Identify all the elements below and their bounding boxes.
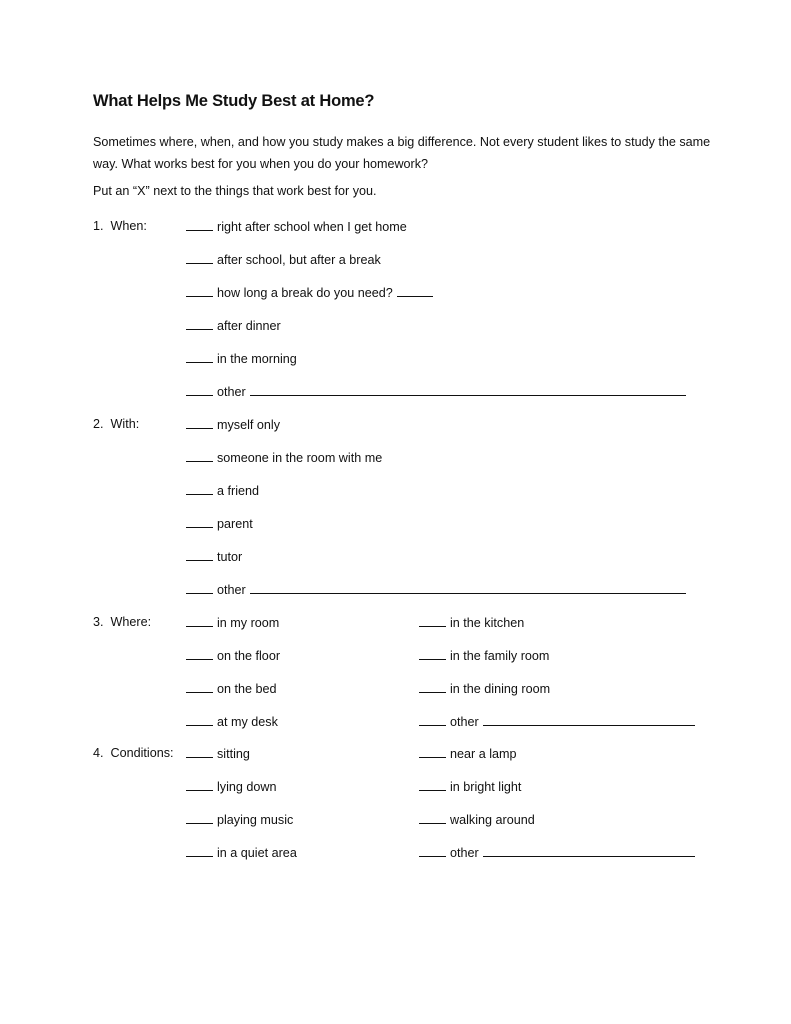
option-item bbox=[186, 416, 280, 433]
option-item bbox=[419, 680, 550, 697]
option-label: playing music bbox=[217, 813, 294, 827]
answer-blank[interactable] bbox=[186, 251, 213, 264]
instruction-text: Put an “X” next to the things that work best for you. bbox=[93, 184, 377, 198]
answer-blank[interactable] bbox=[419, 745, 446, 758]
option-label: on the floor bbox=[217, 649, 281, 663]
answer-blank[interactable] bbox=[419, 778, 446, 791]
option-item bbox=[186, 713, 278, 730]
option-item bbox=[419, 614, 524, 631]
intro-paragraph: Sometimes where, when, and how you study makes a big difference. Not every student likes to study the same way. What works best for you when you do your homework? bbox=[93, 135, 711, 171]
option-item bbox=[186, 680, 277, 697]
section-number: 3. bbox=[93, 615, 104, 629]
option-label: in my room bbox=[217, 616, 280, 630]
option-item bbox=[419, 778, 521, 795]
other-fill-line[interactable] bbox=[483, 844, 695, 857]
option-label: other bbox=[217, 583, 246, 597]
option-label: someone in the room with me bbox=[217, 451, 383, 465]
section-label: Where: bbox=[110, 615, 152, 629]
answer-blank[interactable] bbox=[186, 844, 213, 857]
option-label: a friend bbox=[217, 484, 260, 498]
option-item bbox=[186, 614, 279, 631]
option-item bbox=[186, 647, 280, 664]
option-item bbox=[186, 482, 259, 499]
answer-blank[interactable] bbox=[186, 218, 213, 231]
option-label: lying down bbox=[217, 780, 277, 794]
answer-blank[interactable] bbox=[186, 581, 213, 594]
answer-blank[interactable] bbox=[186, 548, 213, 561]
answer-blank[interactable] bbox=[186, 482, 213, 495]
other-fill-line[interactable] bbox=[483, 713, 695, 726]
option-label: on the bed bbox=[217, 682, 277, 696]
answer-blank[interactable] bbox=[186, 350, 213, 363]
section-number: 1. bbox=[93, 219, 104, 233]
option-item bbox=[186, 745, 250, 762]
option-item bbox=[419, 811, 535, 828]
option-label: in the kitchen bbox=[450, 616, 525, 630]
option-label: in a quiet area bbox=[217, 846, 297, 860]
option-label: sitting bbox=[217, 747, 250, 761]
answer-blank[interactable] bbox=[186, 647, 213, 660]
answer-blank[interactable] bbox=[186, 713, 213, 726]
section-number: 2. bbox=[93, 417, 104, 431]
answer-blank[interactable] bbox=[419, 713, 446, 726]
answer-blank[interactable] bbox=[419, 647, 446, 660]
answer-blank[interactable] bbox=[186, 284, 213, 297]
other-fill-line[interactable] bbox=[250, 581, 686, 594]
option-label: other bbox=[217, 385, 246, 399]
option-item bbox=[186, 251, 381, 268]
section-with-label bbox=[93, 416, 139, 432]
option-item bbox=[186, 844, 297, 861]
answer-blank[interactable] bbox=[419, 811, 446, 824]
option-item bbox=[186, 350, 297, 367]
break-length-line[interactable] bbox=[397, 284, 433, 297]
option-item bbox=[186, 515, 253, 532]
option-label: other bbox=[450, 715, 479, 729]
option-label: walking around bbox=[450, 813, 535, 827]
section-label: With: bbox=[110, 417, 140, 431]
answer-blank[interactable] bbox=[186, 614, 213, 627]
option-item bbox=[186, 449, 382, 466]
option-label: tutor bbox=[217, 550, 243, 564]
section-when-label bbox=[93, 218, 147, 234]
option-item bbox=[186, 317, 281, 334]
answer-blank[interactable] bbox=[419, 680, 446, 693]
option-label: after school, but after a break bbox=[217, 253, 381, 267]
answer-blank[interactable] bbox=[419, 614, 446, 627]
answer-blank[interactable] bbox=[186, 811, 213, 824]
option-label: parent bbox=[217, 517, 253, 531]
answer-blank[interactable] bbox=[419, 844, 446, 857]
option-label: in the morning bbox=[217, 352, 297, 366]
option-label: in bright light bbox=[450, 780, 522, 794]
option-label: how long a break do you need? bbox=[217, 286, 393, 300]
option-label: in the dining room bbox=[450, 682, 551, 696]
option-label: at my desk bbox=[217, 715, 278, 729]
page-title: What Helps Me Study Best at Home? bbox=[93, 92, 375, 110]
answer-blank[interactable] bbox=[186, 680, 213, 693]
answer-blank[interactable] bbox=[186, 317, 213, 330]
option-item bbox=[186, 284, 433, 301]
option-label: other bbox=[450, 846, 479, 860]
section-conditions-label bbox=[93, 745, 174, 761]
answer-blank[interactable] bbox=[186, 383, 213, 396]
option-label: myself only bbox=[217, 418, 280, 432]
option-item bbox=[419, 713, 695, 730]
section-number: 4. bbox=[93, 746, 104, 760]
answer-blank[interactable] bbox=[186, 745, 213, 758]
option-item bbox=[186, 778, 277, 795]
option-label: in the family room bbox=[450, 649, 550, 663]
section-label: When: bbox=[110, 219, 147, 233]
section-label: Conditions: bbox=[110, 746, 174, 760]
answer-blank[interactable] bbox=[186, 449, 213, 462]
option-item bbox=[186, 383, 686, 400]
option-label: near a lamp bbox=[450, 747, 517, 761]
option-item bbox=[186, 218, 407, 235]
option-label: after dinner bbox=[217, 319, 281, 333]
option-item bbox=[419, 647, 549, 664]
answer-blank[interactable] bbox=[186, 416, 213, 429]
section-where-label bbox=[93, 614, 151, 630]
answer-blank[interactable] bbox=[186, 515, 213, 528]
option-item bbox=[186, 811, 293, 828]
option-item bbox=[419, 844, 695, 861]
other-fill-line[interactable] bbox=[250, 383, 686, 396]
option-item bbox=[186, 581, 686, 598]
answer-blank[interactable] bbox=[186, 778, 213, 791]
option-item bbox=[419, 745, 517, 762]
option-item bbox=[186, 548, 242, 565]
option-label: right after school when I get home bbox=[217, 220, 407, 234]
